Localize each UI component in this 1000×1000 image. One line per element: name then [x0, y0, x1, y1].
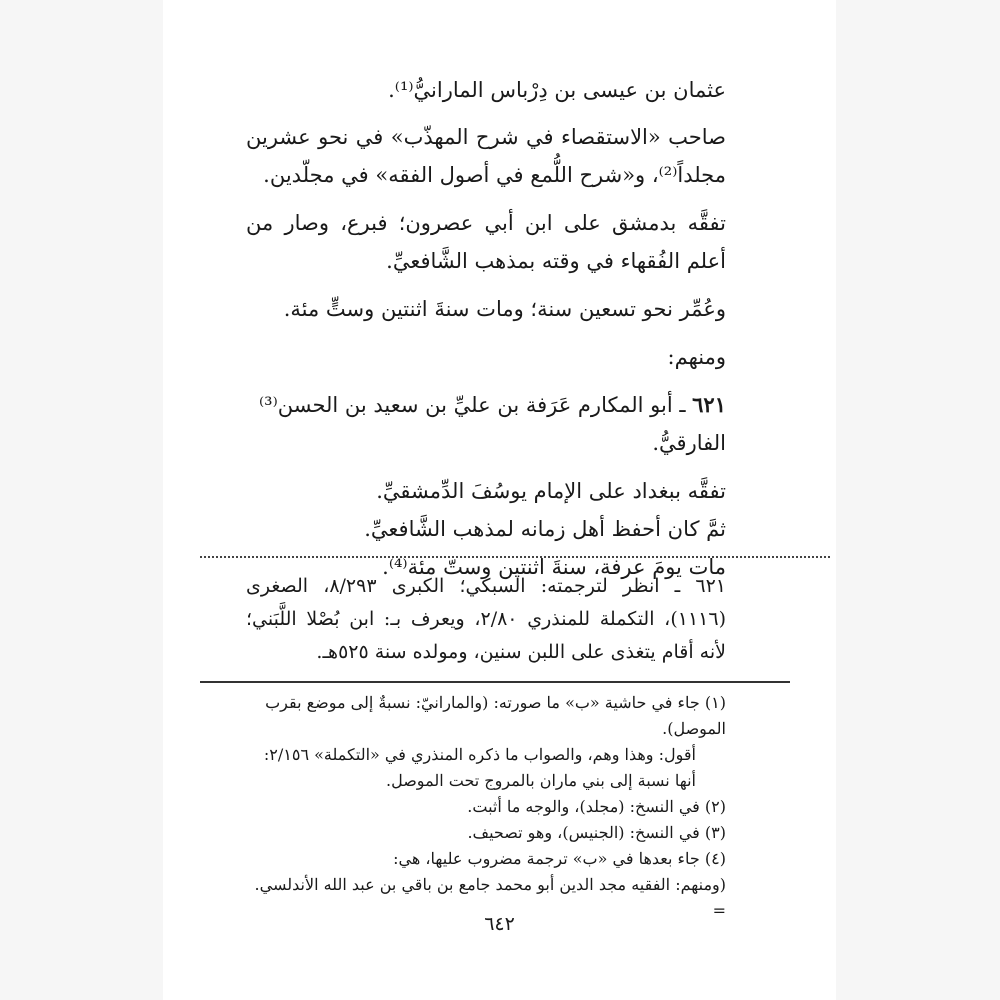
- footnote-2: (٢) في النسخ: (مجلد)، والوجه ما أثبت.: [467, 797, 726, 816]
- dotted-divider: [200, 556, 830, 558]
- opening-line: عثمان بن عيسى بن دِرْباس المارانيُّ⁽¹⁾.: [388, 78, 726, 102]
- footnote-4: (٤) جاء بعدها في «ب» ترجمة مضروب عليها، هي:: [393, 849, 726, 868]
- main-text: [246, 68, 726, 586]
- paragraph-3: وعُمِّر نحو تسعين سنة؛ ومات سنةَ اثنتين وستٍّ مئة.: [283, 297, 726, 321]
- section-heading: ومنهم:: [667, 345, 726, 369]
- footnote-4-continued: (ومنهم: الفقيه مجد الدين أبو محمد جامع بن باقي بن عبد الله الأندلسي. =: [254, 875, 726, 920]
- page-number: ٦٤٢: [484, 913, 515, 935]
- paragraph-4: تفقَّه ببغداد على الإمام يوسُفَ الدِّمشقيِّ.: [376, 479, 726, 503]
- footnote-3: (٣) في النسخ: (الجنيس)، وهو تصحيف.: [467, 823, 726, 842]
- entry-621: [246, 386, 726, 462]
- reference-note: [246, 570, 726, 669]
- paragraph-1: صاحب «الاستقصاء في شرح المهذّب» في نحو عشرين مجلداً⁽²⁾، و«شرح اللُّمع في أصول الفقه» في مجلّدين.: [246, 125, 726, 187]
- footnote-rule: [200, 681, 790, 683]
- footnote-1-continued: أقول: وهذا وهم، والصواب ما ذكره المنذري في «التكملة» ٢/١٥٦: أنها نسبة إلى بني ماران بالمروج تحت الموصل.: [263, 745, 696, 790]
- paragraph-6: مات يومَ عرفة، سنةَ اثنتين وستّ مئة⁽⁴⁾.: [382, 555, 726, 579]
- reference-text: ٦٢١ ـ انظر لترجمته: السبكي؛ الكبرى ٨/٢٩٣، الصغرى (١١١٦)، التكملة للمنذري ٢/٨٠، ويعرف بـ: ابن بُصْلا اللَّبَني؛ لأنه أقام يتغذى على اللبن سنين، ومولده سنة ٥٢٥هـ.: [246, 575, 726, 663]
- footnote-1: (١) جاء في حاشية «ب» ما صورته: (والمارانيّ: نسبةٌ إلى موضع بقرب الموصل).: [265, 693, 726, 738]
- paragraph-5: ثمَّ كان أحفظ أهل زمانه لمذهب الشَّافعيِّ.: [364, 517, 726, 541]
- footnotes: [246, 690, 726, 924]
- entry-title: ـ أبو المكارم عَرَفة بن عليِّ بن سعيد بن الحسن⁽³⁾ الفارقيُّ.: [258, 393, 726, 455]
- paragraph-2: تفقَّه بدمشق على ابن أبي عصرون؛ فبرع، وصار من أعلم الفُقهاء في وقته بمذهب الشَّافعيِّ.: [246, 211, 726, 273]
- book-page: [163, 0, 836, 1000]
- entry-number: ٦٢١: [692, 392, 726, 417]
